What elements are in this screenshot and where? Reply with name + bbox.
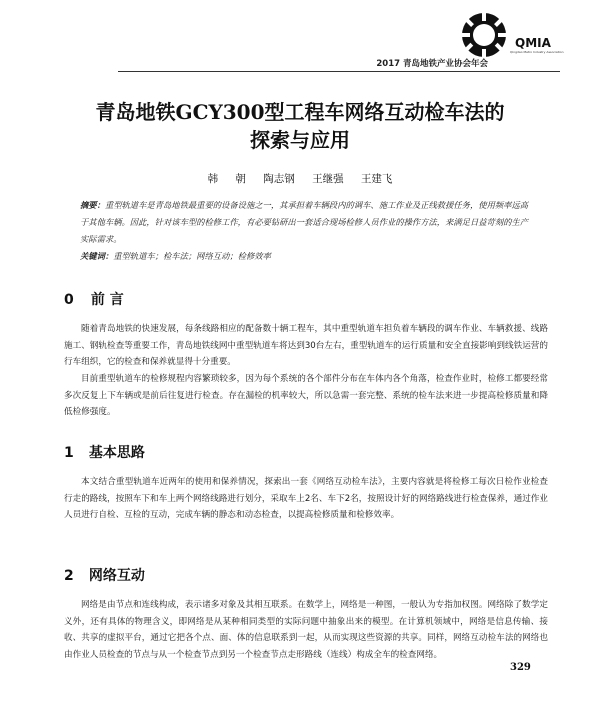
paper-title-line2: 探索与应用 bbox=[250, 128, 350, 152]
section-heading-0 bbox=[64, 289, 124, 309]
section0-paragraph1: 随着青岛地铁的快速发展，每条线路相应的配备数十辆工程车，其中重型轨道车担负着车辆段的调车作业、车辆救援、线路施工、钢轨检查等重要工作，青岛地铁线网中重型轨道车将达到30台左右，重型轨道车的运行质量和安全直接影响到线铁运营的行车组织，它的检查和保养就显得十分重要。 bbox=[64, 324, 548, 367]
keywords-text: 重型轨道车；检车法；网络互动；检修效率 bbox=[113, 251, 271, 261]
section-number: 2 bbox=[64, 568, 74, 584]
running-head: 2017 青岛地铁产业协会年会 bbox=[376, 59, 488, 69]
section-title: 基本思路 bbox=[88, 445, 145, 461]
abstract-text: 重型轨道车是青岛地铁最重要的设备设施之一，其承担着车辆段内的调车、施工作业及正线救援任务，使用频率远高于其他车辆。因此，针对该车型的检修工作，有必要钻研出一套适合现场检修人员作业的操作方法，来满足日益苛刻的生产实际需求。 bbox=[80, 200, 529, 244]
section-title: 网络互动 bbox=[88, 568, 145, 584]
authors: 韩 朝 陶志钢 王继强 王建飞 bbox=[207, 173, 393, 185]
section-heading-1 bbox=[64, 442, 145, 462]
section1-paragraph1: 本文结合重型轨道车近两年的使用和保养情况，探索出一套《网络互动检车法》，主要内容就是将检修工每次日检作业检查行走的路线，按照车下和车上两个网络线路进行划分，采取车上2名、车下2名，按照设计好的网络路线进行检查保养，通过作业人员进行自检、互检的互动，完成车辆的静态和动态检查，以提高检修质量和检修效率。 bbox=[64, 477, 548, 520]
keywords-block bbox=[80, 248, 536, 265]
header-rule bbox=[118, 71, 560, 72]
page-header bbox=[0, 0, 600, 80]
page-number: 329 bbox=[510, 662, 531, 673]
abstract-block bbox=[80, 197, 536, 248]
keywords-label: 关键词： bbox=[80, 251, 114, 261]
logo-subtext: Qingdao Metro Industry Association bbox=[510, 50, 564, 54]
logo-text: QMIA bbox=[515, 36, 551, 50]
section-heading-2 bbox=[64, 565, 145, 585]
abstract-label: 摘要： bbox=[80, 200, 105, 210]
section-title: 前 言 bbox=[90, 292, 124, 308]
abstract bbox=[80, 197, 536, 265]
section0-paragraph2: 目前重型轨道车的检修规程内容繁琐较多，因为每个系统的各个部件分布在车体内各个角落，检查作业时，检修工都要经常多次反复上下车辆或是前后往复进行检查。存在漏检的机率较大，所以急需一套完整、系统的检车法来进一步提高检修质量和降低检修强度。 bbox=[64, 374, 548, 417]
paper-title-line1: 青岛地铁GCY300型工程车网络互动检车法的 bbox=[95, 100, 505, 124]
section-number: 1 bbox=[64, 445, 74, 461]
section-number: 0 bbox=[64, 292, 74, 308]
section2-paragraph1: 网络是由节点和连线构成，表示诸多对象及其相互联系。在数学上，网络是一种图，一般认为专指加权图。网络除了数学定义外，还有具体的物理含义，即网络是从某种相同类型的实际问题中抽象出来的模型。在计算机领域中，网络是信息传输、接收、共享的虚拟平台，通过它把各个点、面、体的信息联系到一起，从而实现这些资源的共享。同样，网络互动检车法的网络也由作业人员检查的节点与从一个检查节点到另一个检查节点走形路线（连线）构成全车的检查网络。 bbox=[64, 600, 548, 660]
